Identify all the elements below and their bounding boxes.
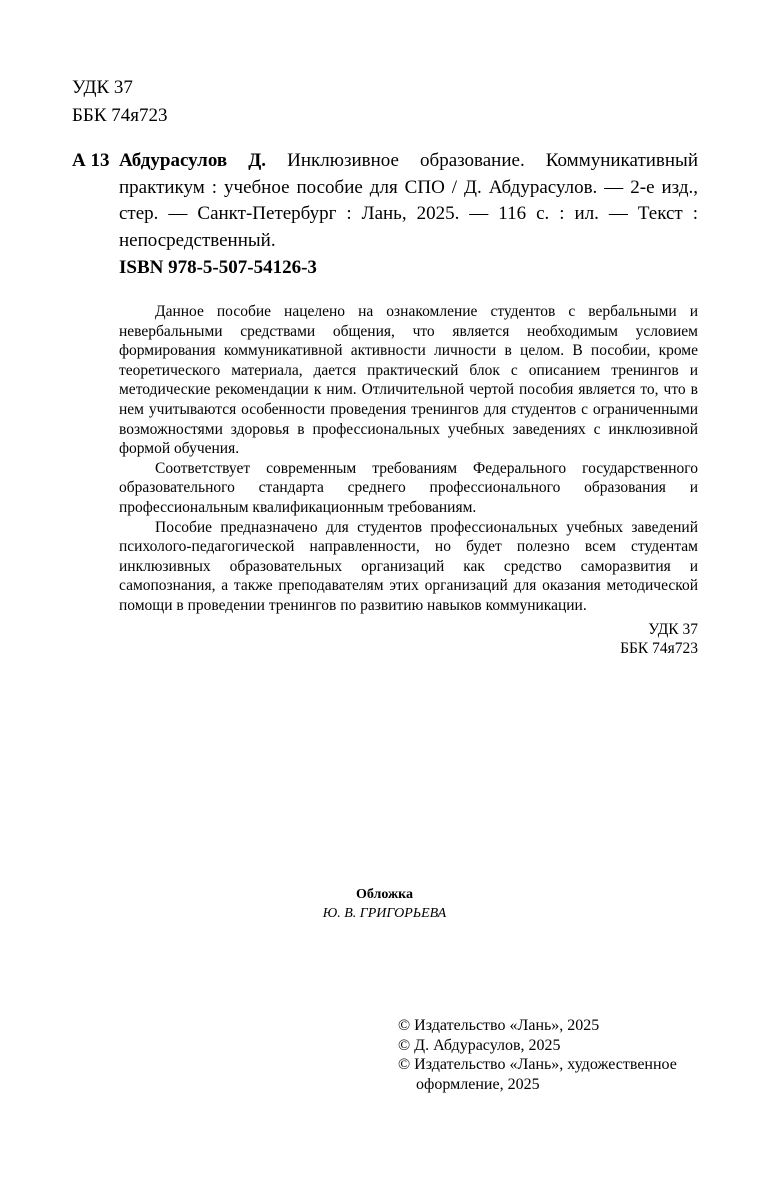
annotation-classification — [119, 620, 698, 659]
annotation — [119, 302, 698, 659]
catalog-author: Абдурасулов Д. — [119, 150, 267, 171]
annotation-bbk: ББК 74я723 — [620, 640, 698, 658]
cover-label: Обложка — [355, 887, 414, 902]
annotation-paragraph: Данное пособие нацелено на ознакомление студентов с вербальными и невербальными средствами общения, что является необходимым условием формирования коммуникативной активности личности в целом. В пособии, кроме теоретического материала, дается практический блок с описанием тренингов и методические рекомендации к ним. Отличительной чертой пособия является то, что в нем учитываются особенности проведения тренингов для студентов с ограниченными возможностями здоровья в профессиональных учебных заведениях с инклюзивной формой обучения. — [119, 303, 698, 458]
isbn: ISBN 978-5-507-54126-3 — [119, 257, 317, 278]
catalog-entry — [119, 148, 698, 254]
copyright-line: © Издательство «Лань», художественное оформление, 2025 — [398, 1056, 677, 1093]
catalog-record — [72, 148, 698, 254]
copyright-line: © Д. Абдурасулов, 2025 — [398, 1036, 561, 1054]
annotation-paragraph: Пособие предназначено для студентов профессиональных учебных заведений психолого-педагогической направленности, но будет полезно всем студентам инклюзивных образовательных организаций как средство саморазвития и самопознания, а также преподавателям этих организаций для оказания методической помощи в проведении тренингов по развитию навыков коммуникации. — [119, 518, 698, 614]
copyright-block — [398, 1016, 708, 1094]
catalog-description: Инклюзивное образование. Коммуникативный практикум : учебное пособие для СПО / Д. Абдурасулов. — 2-е изд., стер. — Санкт-Петербург : Лань, 2025. — 116 с. : ил. — Текст : непосредственный. — [119, 150, 698, 251]
header-bbk: ББК 74я723 — [72, 105, 168, 126]
header-udk: УДК 37 — [72, 77, 133, 98]
header-classification — [72, 74, 167, 130]
cover-designer: Ю. В. ГРИГОРЬЕВА — [322, 906, 447, 921]
annotation-udk: УДК 37 — [648, 620, 698, 638]
author-sign: А 13 — [72, 150, 110, 171]
cover-credit — [0, 885, 769, 923]
annotation-paragraph: Соответствует современным требованиям Федерального государственного образовательного стандарта среднего профессионального образования и профессиональным квалификационным требованиям. — [119, 459, 698, 516]
copyright-line: © Издательство «Лань», 2025 — [398, 1017, 600, 1034]
